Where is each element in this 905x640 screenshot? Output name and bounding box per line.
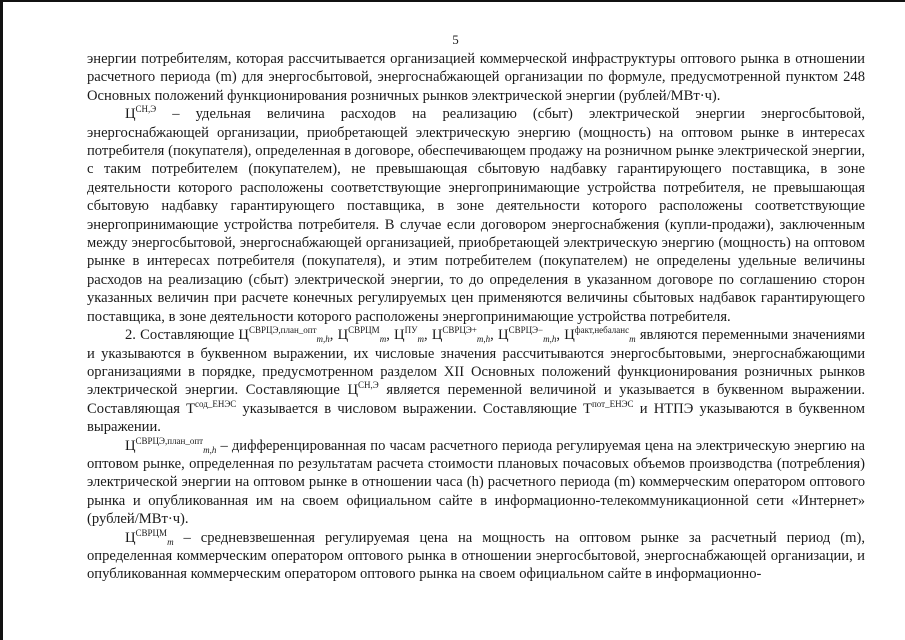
formula-symbol-svrce-plan: $Ц^{СВРЦЭ,план\_опт}_{m,h}$ (238, 325, 330, 345)
formula-symbol-svrce-plan-def: $Ц^{СВРЦЭ,план\_опт}_{m,h}$ (125, 435, 217, 455)
paragraph-svrcm-definition: $Ц^{СВРЦМ}_m$ – средневзвешенная регулируемая цена на мощность на оптовом рынке за расчетный период (m), определенная коммерческим оператором оптового рынка в отношении энергосбытовой, энергоснабжающей организации, и опубликованная коммерческим оператором оптового рынка на своем официальном сайте в информационно- (87, 527, 865, 583)
paragraph-sn-e-definition: $Ц^{СН,Э}$ – удельная величина расходов на реализацию (сбыт) электрической энергии энергосбытовой, энергоснабжающей организации, приобретающей электрическую энергию (мощность) на оптовом рынке в интересах потребителя (покупателя), определенная в договоре, обеспечивающем продажу на розничном рынке электрической энергии, с таким потребителем (покупателем), не превышающая сбытовую надбавку гарантирующего поставщика, в зоне деятельности которого расположены соответствующие энергопринимающие устройства потребителя, не превышающая сбытовую надбавку гарантирующего поставщика, в зоне деятельности которого расположены соответствующие энергопринимающие устройства потребителя. В случае если договором энергоснабжения (купли-продажи), заключенным между энергосбытовой, энергоснабжающей организацией, приобретающей электрическую энергию (мощность) на оптовом рынке в интересах потребителя (покупателя), и этим потребителем (покупателем) не определены удельные величины расходов на реализацию (сбыт) электрической энергии, то до определения в указанном договоре по соглашению сторон указанных величин при расчете конечных регулируемых цен применяются величины сбытовых надбавок гарантирующего поставщика, в зоне деятельности которого расположены энергопринимающие устройства потребителя. (87, 104, 865, 325)
formula-symbol-sn-e: $Ц^{СН,Э}$ (125, 104, 157, 123)
page-number: 5 (452, 32, 459, 47)
formula-symbol-t-sod-enes: $Т^{сод\_ЕНЭС}$ (186, 398, 237, 417)
formula-symbol-t-pot-enes: $Т^{пот\_ЕНЭС}$ (583, 398, 634, 417)
formula-symbol-svrcm: $Ц^{СВРЦМ}_m$ (337, 325, 387, 345)
formula-symbol-svrce-plus: $Ц^{СВРЦЭ+}_{m,h}$ (431, 325, 491, 345)
formula-symbol-svrce-minus: $Ц^{СВРЦЭ-}_{m,h}$ (498, 325, 557, 345)
paragraph-svrce-plan-definition: $Ц^{СВРЦЭ,план\_опт}_{m,h}$ – дифференцированная по часам расчетного периода регулируемая цена на электрическую энергию на оптовом рынке, определенная по результатам расчета стоимости плановых почасовых объемов производства (потребления) электрической энергии на оптовом рынке в отношении часа (h) расчетного периода (m) коммерческим оператором оптового рынка и опубликованная им на своем официальном сайте в информационно-телекоммуникационной сети «Интернет» (рублей/МВт·ч). (87, 435, 865, 528)
paragraph-components: 2. Составляющие $Ц^{СВРЦЭ,план\_опт}_{m,h}$, $Ц^{СВРЦМ}_m$, $Ц^{ПУ}_m$, $Ц^{СВРЦЭ+}_{m,h}$, $Ц^{СВРЦЭ-}_{m,h}$, $Ц^{факт,небаланс}_m$ являются переменными значениями и указываются в буквенном выражении, их числовые значения рассчитываются энергосбытовыми, энергоснабжающими организациями в порядке, предусмотренном разделом XII Основных положений функционирования розничных рынков электрической энергии. Составляющие $Ц^{СН,Э}$ является переменной величиной и указывается в буквенном выражении. Составляющая $Т^{сод\_ЕНЭС}$ указывается в числовом выражении. Составляющие $Т^{пот\_ЕНЭС}$ и НТПЭ указываются в буквенном выражении. (87, 325, 866, 436)
paragraph-continuation: энергии потребителям, которая рассчитывается организацией коммерческой инфраструктуры оптового рынка в отношении расчетного периода (m) для энергосбытовой, энергоснабжающей организации по формуле, предусмотренной пунктом 248 Основных положений функционирования розничных рынков электрической энергии (рублей/МВт·ч). (87, 51, 865, 104)
formula-symbol-sn-e-inline: $Ц^{СН,Э}$ (347, 380, 379, 399)
formula-symbol-svrcm-def: $Ц^{СВРЦМ}_m$ (125, 527, 174, 547)
body-text (87, 50, 865, 584)
formula-symbol-fakt-nebalans: $Ц^{факт,небаланс}_m$ (564, 325, 636, 345)
formula-symbol-pu: $Ц^{ПУ}_m$ (394, 325, 424, 345)
